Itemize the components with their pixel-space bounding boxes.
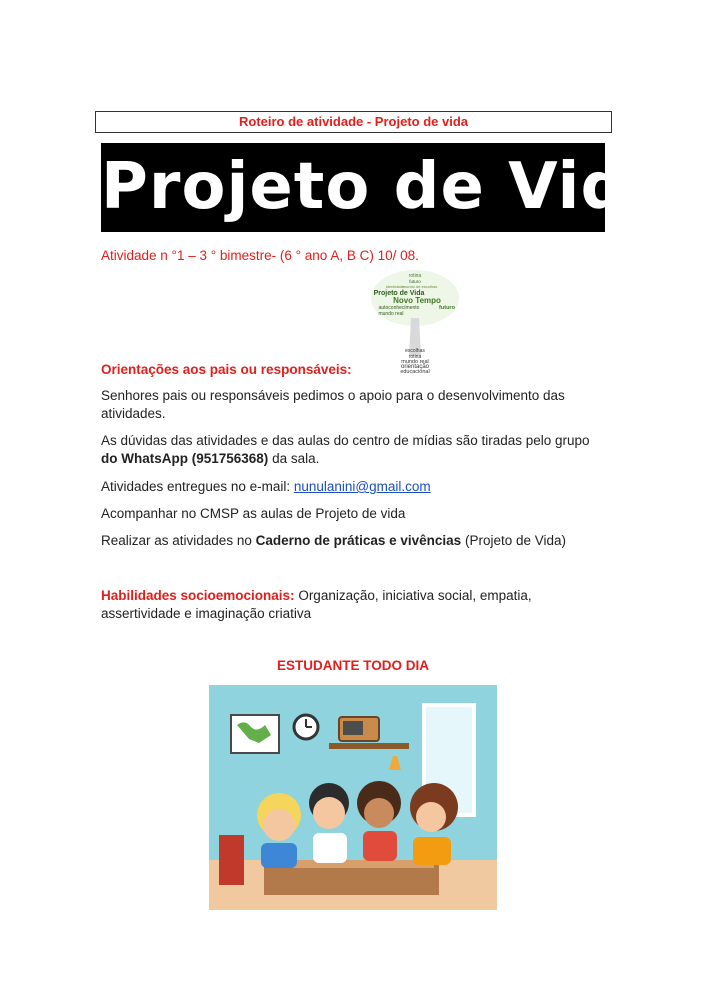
notebook-paragraph	[101, 532, 601, 550]
notebook-text-end: (Projeto de Vida)	[461, 533, 567, 548]
projeto-de-vida-banner	[101, 143, 672, 232]
guidance-heading: Orientações aos pais ou responsáveis:	[101, 362, 352, 377]
tree-word: futuro	[439, 305, 455, 311]
tree-word: identidade	[385, 284, 405, 289]
whatsapp-text-end: da sala.	[268, 451, 320, 466]
tree-word: mundo real	[401, 359, 429, 365]
notebook-name: Caderno de práticas e vivências	[255, 533, 462, 548]
tree-word: futuro	[409, 279, 421, 284]
activity-line: Atividade n °1 – 3 ° bimestre- (6 ° ano A, B C) 10/ 08.	[101, 248, 419, 263]
cmsp-paragraph: Acompanhar no CMSP as aulas de Projeto de vida	[101, 506, 406, 521]
word-tree-illustration	[365, 268, 465, 373]
tree-word: mundo de escolhas	[402, 284, 438, 289]
skills-label: Habilidades socioemocionais:	[101, 588, 295, 603]
whatsapp-text-start: As dúvidas das atividades e das aulas do centro de mídias são tiradas pelo grupo	[101, 433, 590, 448]
tree-word: educacional	[400, 369, 430, 373]
skills-text: Organização, iniciativa social, empatia, assertividade e imaginação criativa	[101, 588, 532, 621]
email-label: Atividades entregues no e-mail:	[101, 479, 294, 494]
guidance-paragraph: Senhores pais ou responsáveis pedimos o apoio para o desenvolvimento das atividades.	[101, 388, 565, 421]
skills-paragraph	[101, 587, 601, 623]
student-heading: ESTUDANTE TODO DIA	[276, 658, 429, 673]
tree-word: Projeto de Vida	[373, 290, 425, 297]
tree-word: escolhas	[405, 348, 425, 354]
notebook-text-start: Realizar as atividades no	[101, 533, 256, 548]
tree-word: orientação	[400, 364, 430, 370]
whatsapp-number: do WhatsApp (951756368)	[101, 451, 269, 466]
email-link[interactable]: nunulanini@gmail.com	[293, 479, 431, 494]
tree-word: mundo real	[378, 311, 404, 317]
tree-word: rotina	[408, 273, 422, 279]
tree-word: autoconhecimento	[378, 305, 420, 311]
whatsapp-paragraph	[101, 432, 601, 468]
banner-text: Projeto de Vida	[101, 150, 672, 224]
tree-word: Novo Tempo	[393, 296, 441, 305]
email-paragraph	[101, 478, 601, 496]
classroom-illustration	[209, 685, 497, 910]
tree-word: rotina	[408, 354, 422, 360]
document-title: Roteiro de atividade - Projeto de vida	[95, 111, 612, 133]
